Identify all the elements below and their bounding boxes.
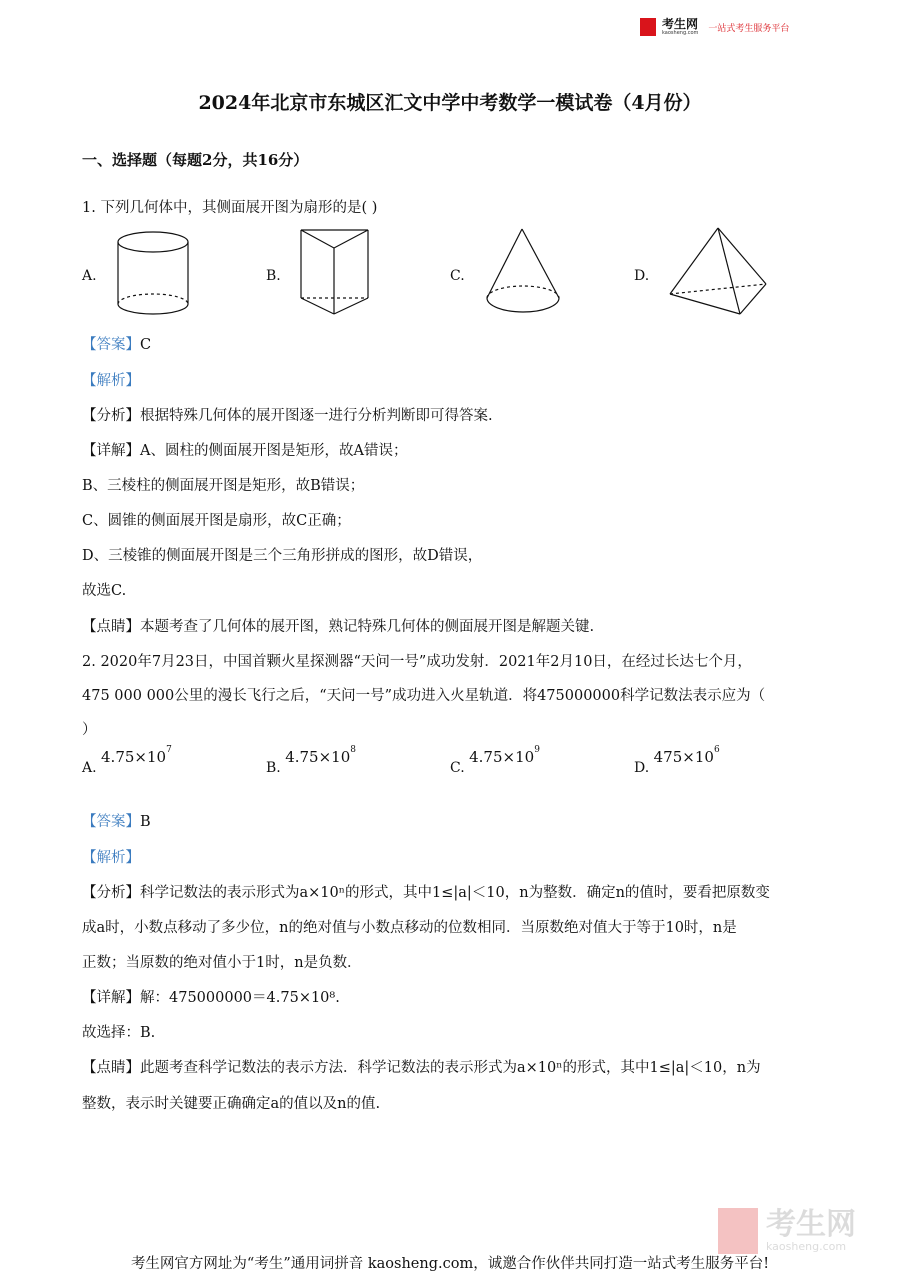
- q2-option-b: B. $4.75\times 10^8$: [266, 745, 356, 776]
- q1-line: 故选C.: [82, 583, 127, 599]
- triangular-pyramid-figure: [666, 224, 770, 320]
- q2-line: 整数，表示时关键要正确确定a的值以及n的值.: [82, 1096, 381, 1112]
- q1-line: 【分析】根据特殊几何体的展开图逐一进行分析判断即可得答案.: [82, 408, 493, 424]
- q2-line: 【分析】科学记数法的表示形式为a×10ⁿ的形式，其中1≤|a|＜10，n为整数．确定n的值时，要看把原数变: [82, 885, 770, 901]
- q2-line: 【点睛】此题考查科学记数法的表示方法．科学记数法的表示形式为a×10ⁿ的形式，其中1≤|a|＜10，n为: [82, 1060, 761, 1076]
- q1-line: D、三棱锥的侧面展开图是三个三角形拼成的图形，故D错误，: [82, 548, 483, 564]
- q2-line: 故选择：B.: [82, 1025, 156, 1041]
- q2-option-d: D. $475\times 10^6$: [634, 745, 720, 776]
- q2-analysis-tag: 【解析】: [82, 850, 140, 866]
- logo-domain: kaosheng.com: [662, 30, 699, 36]
- triangular-prism-figure: [296, 226, 376, 320]
- q1-option-c: C.: [450, 268, 465, 284]
- q1-option-b: B.: [266, 268, 281, 284]
- q1-analysis-tag: 【解析】: [82, 373, 140, 389]
- q1-line: 【详解】A、圆柱的侧面展开图是矩形，故A错误；: [82, 443, 408, 459]
- q1-stem: 1. 下列几何体中，其侧面展开图为扇形的是( ): [82, 200, 378, 216]
- watermark-logo: [718, 1208, 856, 1254]
- watermark-mark-icon: [718, 1208, 758, 1254]
- watermark-domain: kaosheng.com: [766, 1239, 847, 1253]
- footer-text: 考生网官方网址为“考生”通用词拼音 kaosheng.com，诚邀合作伙伴共同打造一站式考生服务平台!: [130, 1256, 770, 1272]
- q2-stem: ）: [82, 722, 97, 738]
- q1-line: B、三棱柱的侧面展开图是矩形，故B错误；: [82, 478, 365, 494]
- q2-line: 正数；当原数的绝对值小于1时，n是负数．: [82, 955, 362, 971]
- q1-answer: 【答案】C: [82, 337, 152, 353]
- q2-answer: 【答案】B: [82, 814, 151, 830]
- slogan: 一站式考生服务平台: [708, 23, 790, 34]
- q2-line: 成a时，小数点移动了多少位，n的绝对值与小数点移动的位数相同．当原数绝对值大于等于10时，n是: [82, 920, 737, 936]
- q1-line: C、圆锥的侧面展开图是扇形，故C正确；: [82, 513, 351, 529]
- page-title: 2024年北京市东城区汇文中学中考数学一模试卷（4月份）: [198, 92, 702, 114]
- q2-stem: 475 000 000公里的漫长飞行之后，“天问一号”成功进入火星轨道．将475000000科学记数法表示应为（: [82, 688, 766, 704]
- logo-mark-icon: [640, 18, 656, 36]
- q2-option-a: A. $4.75\times 10^7$: [82, 745, 172, 776]
- q1-option-a: A.: [82, 268, 97, 284]
- q1-line: 【点睛】本题考查了几何体的展开图，熟记特殊几何体的侧面展开图是解题关键.: [82, 619, 595, 635]
- q1-option-d: D.: [634, 268, 650, 284]
- cone-figure: [482, 226, 566, 320]
- q2-line: 【详解】解：475000000＝4.75×10⁸.: [82, 990, 340, 1006]
- logo-name: 考生网: [662, 17, 699, 31]
- cylinder-figure: [115, 228, 195, 320]
- watermark-name: 考生网: [766, 1206, 856, 1242]
- q2-option-c: C. $4.75\times 10^9$: [450, 745, 540, 776]
- q2-stem: 2. 2020年7月23日，中国首颗火星探测器“天问一号”成功发射．2021年2月10日，在经过长达七个月，: [82, 654, 752, 670]
- site-logo: [640, 18, 789, 36]
- section-heading: 一、选择题（每题2分，共16分）: [82, 151, 309, 169]
